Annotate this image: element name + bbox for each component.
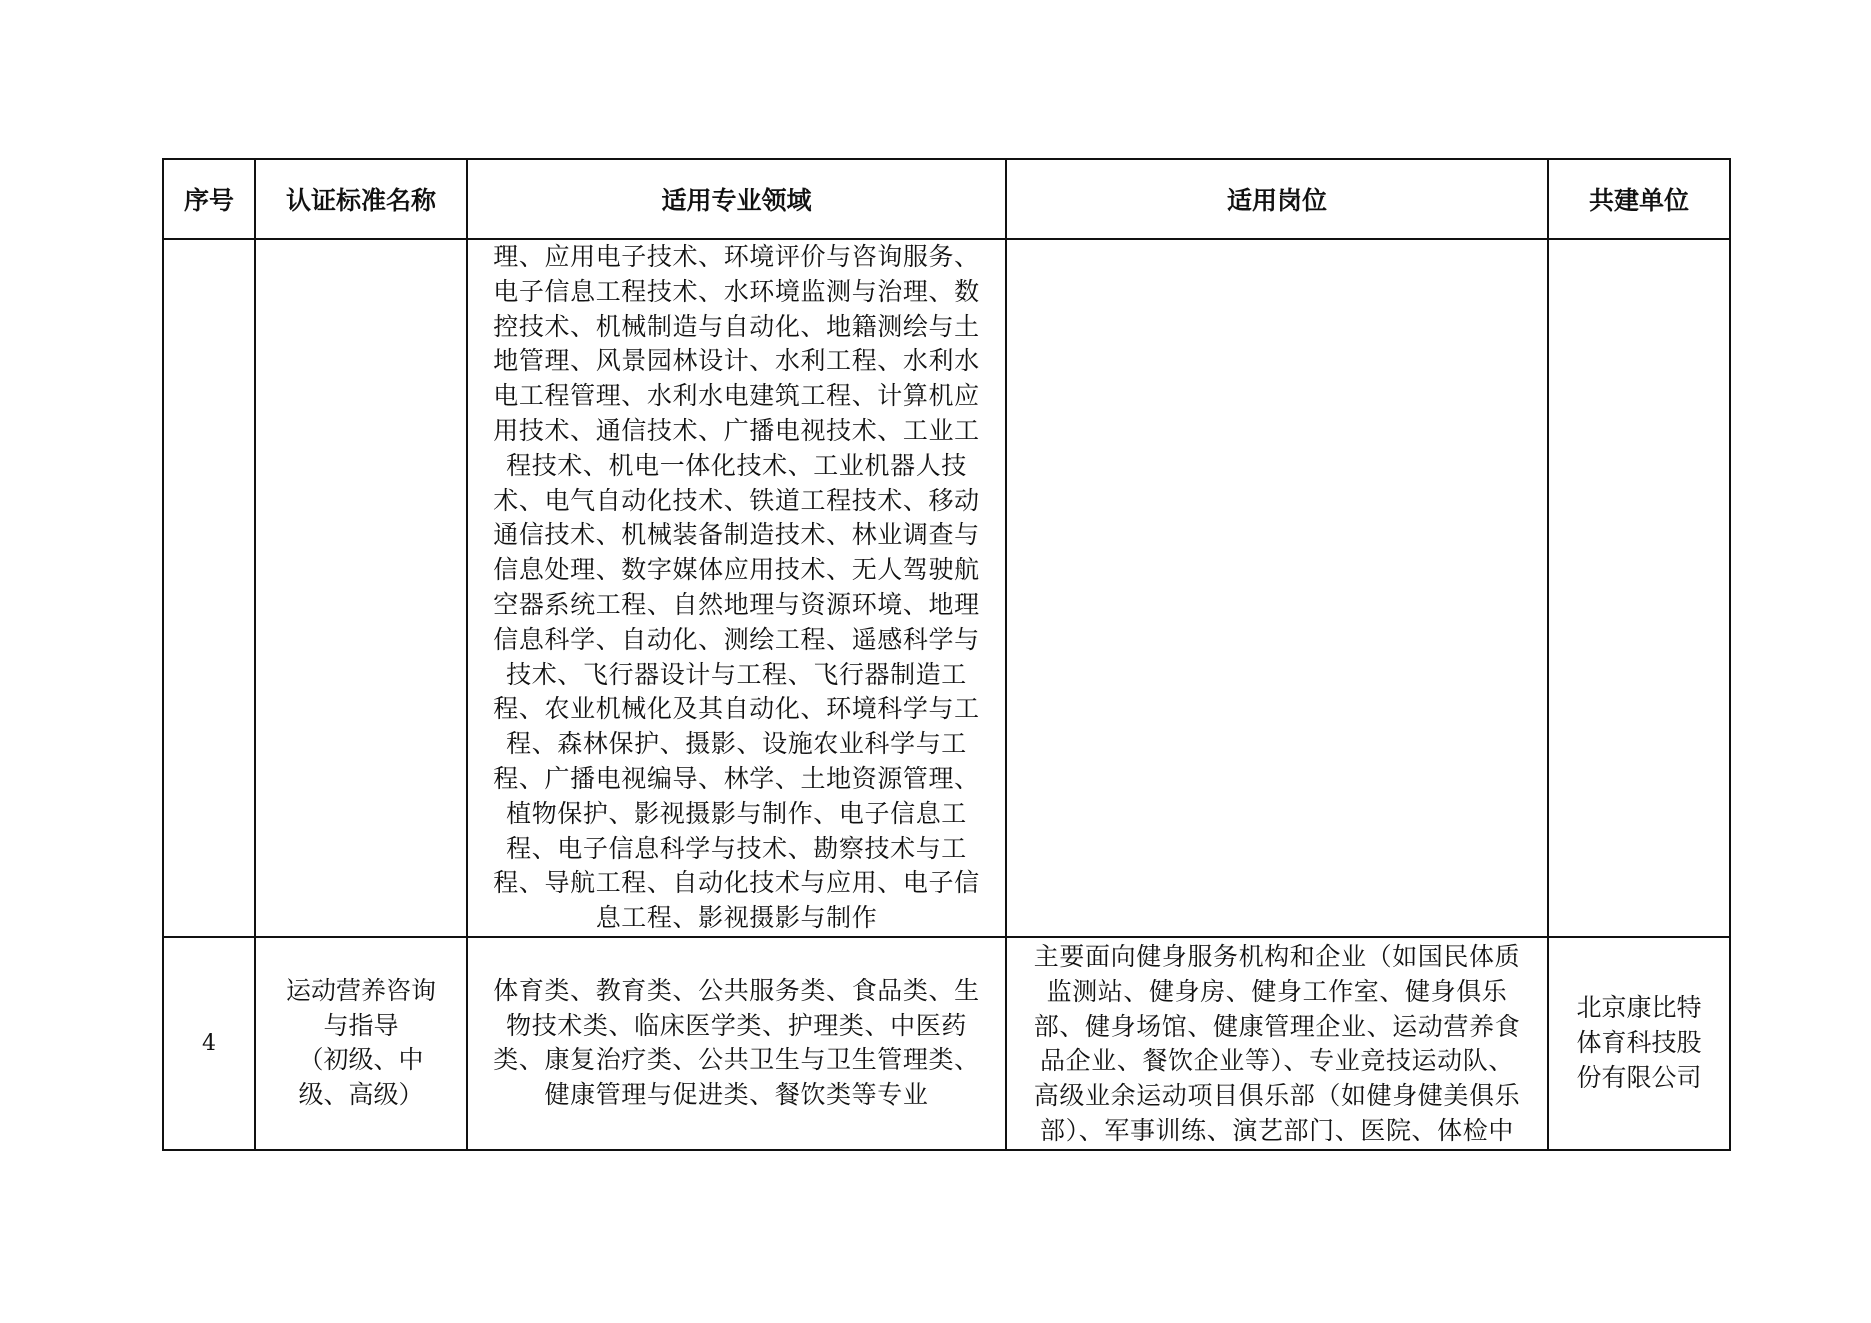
cell-standard-name [255,239,467,937]
co-unit-text: 北京康比特 体育科技股 份有限公司 [1576,993,1702,1092]
cell-applicable-field [467,239,1006,937]
standard-name-text: 运动营养咨询 与指导 （初级、中 级、高级） [285,975,436,1110]
applicable-field-text: 体育类、教育类、公共服务类、食品类、生 物技术类、临床医学类、护理类、中医药 类、康复治疗类、公共卫生与卫生管理类、 健康管理与促进类、餐饮类等专业 [493,975,980,1110]
cell-applicable-field [467,937,1006,1150]
cell-applicable-post [1006,937,1548,1150]
header-applicable-post: 适用岗位 [1006,159,1548,239]
header-standard-name: 认证标准名称 [255,159,467,239]
cell-standard-name [255,937,467,1150]
cell-applicable-post [1006,239,1548,937]
table-header-row [163,159,1730,239]
header-co-unit: 共建单位 [1548,159,1730,239]
table-row [163,239,1730,937]
header-applicable-field: 适用专业领域 [467,159,1006,239]
seq-text: 4 [202,1030,216,1056]
cell-seq [163,239,255,937]
applicable-field-text: 理、应用电子技术、环境评价与咨询服务、 电子信息工程技术、水环境监测与治理、数 控技术、机械制造与自动化、地籍测绘与土 地管理、风景园林设计、水利工程、水利水 电工程管理、水利水电建筑工程、计算机应 用技术、通信技术、广播电视技术、工业工 程技术、机电一体化技术、工业机器人技 术、电气自动化技术、铁道工程技术、移动 通信技术、机械装备制造技术、林业调查与 信息处理、数字媒体应用技术、无人驾驶航 空器系统工程、自然地理与资源环境、地理 信息科学、自动化、测绘工程、遥感科学与 技术、飞行器设计与工程、飞行器制造工 程、农业机械化及其自动化、环境科学与工 程、森林保护、摄影、设施农业科学与工 程、广播电视编导、林学、土地资源管理、 植物保护、影视摄影与制作、电子信息工 程、电子信息科学与技术、勘察技术与工 程、导航工程、自动化技术与应用、电子信 息工程、影视摄影与制作 [493,242,980,933]
table-row [163,937,1730,1150]
certification-table [162,158,1731,1151]
applicable-post-text: 主要面向健身服务机构和企业（如国民体质 监测站、健身房、健身工作室、健身俱乐 部、健身场馆、健康管理企业、运动营养食 品企业、餐饮企业等）、专业竞技运动队、 高级业余运动项目俱乐部（如健身健美俱乐 部）、军事训练、演艺部门、医院、体检中 [1033,941,1521,1145]
cell-co-unit [1548,239,1730,937]
cell-co-unit [1548,937,1730,1150]
cell-seq [163,937,255,1150]
header-seq: 序号 [163,159,255,239]
